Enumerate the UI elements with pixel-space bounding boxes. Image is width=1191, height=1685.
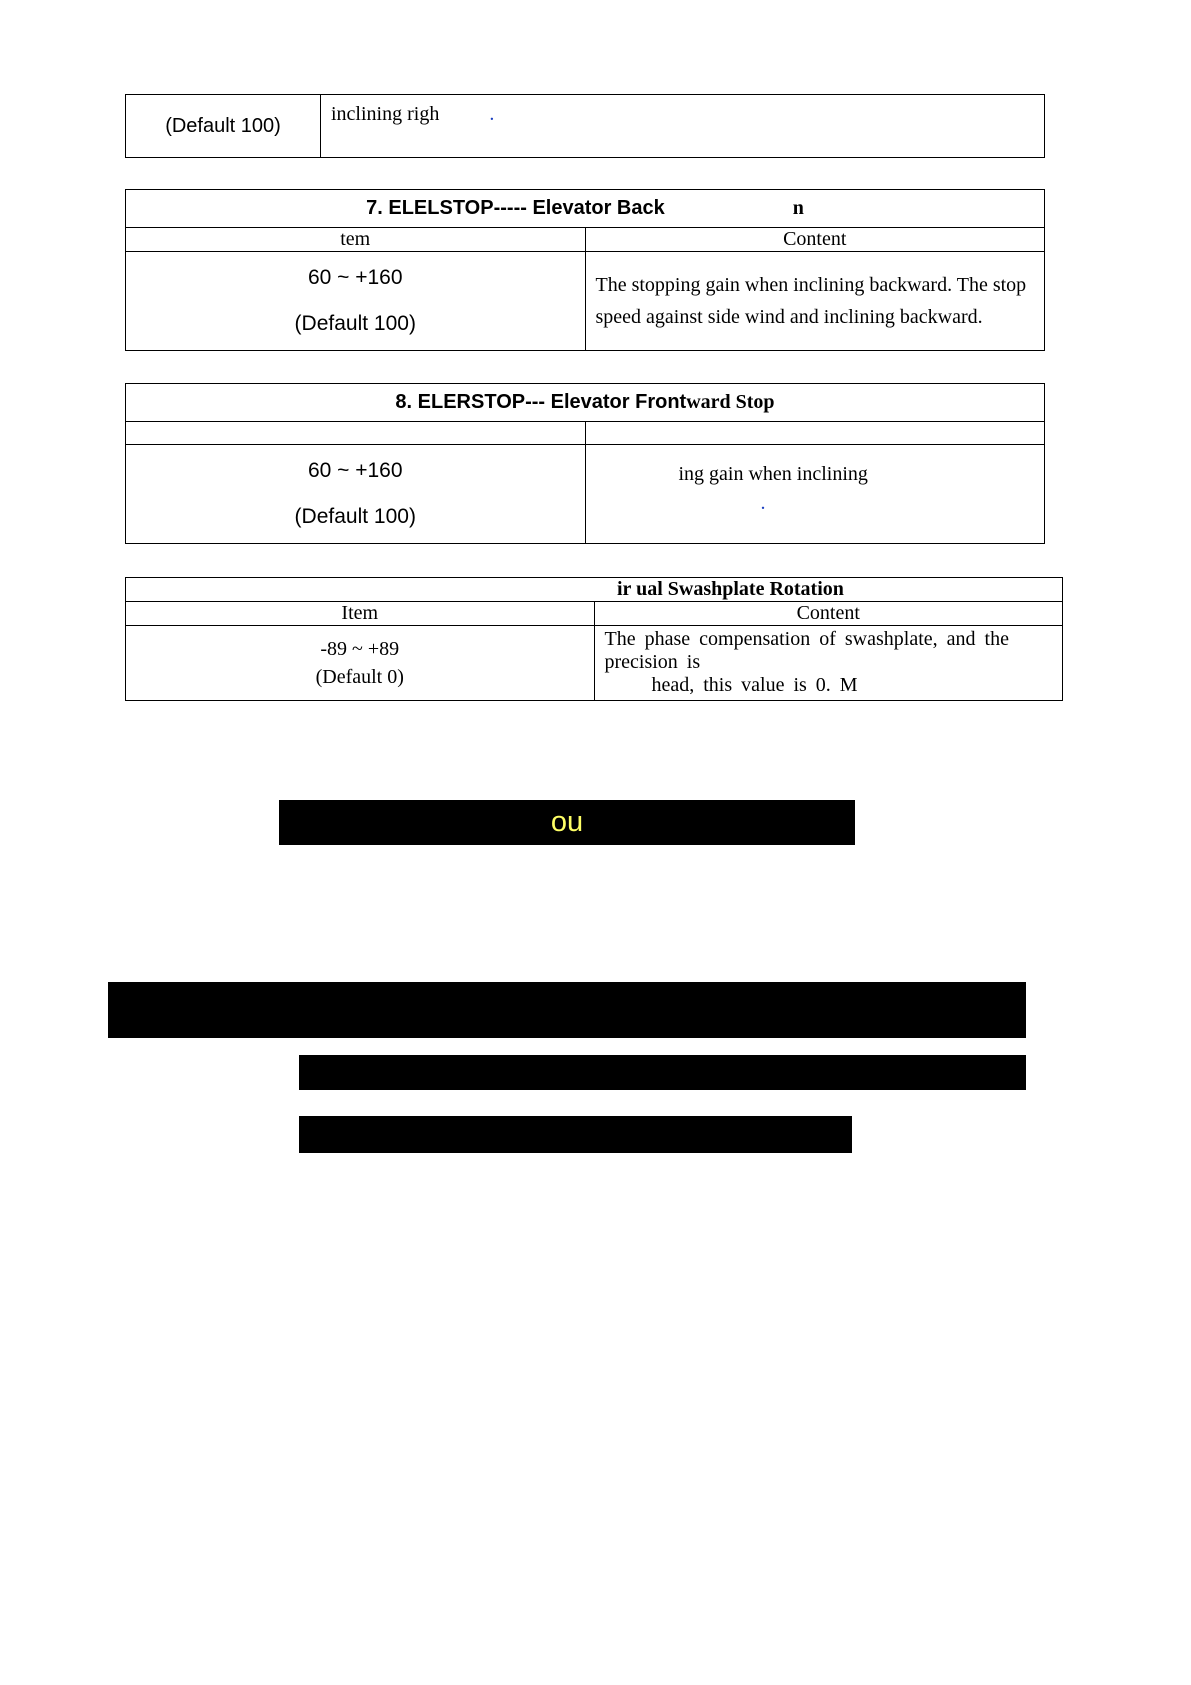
table-title-row <box>126 578 1063 602</box>
range-value: -89 ~ +89 <box>320 638 400 660</box>
content-mark: . <box>760 492 766 514</box>
section-heading-text: ou <box>550 806 584 838</box>
table-row <box>126 95 1045 158</box>
section-heading-bar <box>279 800 855 845</box>
content-cell: The stopping gain when inclining backward. The stop speed against side wind and inclining backward. <box>585 252 1045 351</box>
header-item: tem <box>126 228 586 252</box>
content-line-2: head, this value is 0. M <box>651 674 858 696</box>
table-header-row <box>126 228 1045 252</box>
table-row <box>126 445 1045 544</box>
table-title: ir ual Swashplate Rotation <box>126 578 1063 602</box>
content-mark: . <box>489 103 495 125</box>
header-content: Content <box>585 228 1045 252</box>
redacted-block <box>108 982 1026 1038</box>
content-text: inclining righ <box>331 103 440 125</box>
table-title-suffix: ward Stop <box>686 391 775 413</box>
table-title-row <box>126 190 1045 228</box>
swashplate-table <box>125 577 1063 701</box>
content-cell <box>594 626 1063 701</box>
table-title-row <box>126 384 1045 422</box>
table-row <box>126 626 1063 701</box>
default-value: (Default 0) <box>315 666 404 688</box>
content-cell <box>321 95 1045 158</box>
table-title <box>126 190 1045 228</box>
default-value: (Default 100) <box>294 312 416 335</box>
range-value: 60 ~ +160 <box>307 459 403 482</box>
content-line-1: The phase compensation of swashplate, and the precision is <box>604 628 1009 673</box>
default-value: (Default 100) <box>294 505 416 528</box>
redacted-block <box>299 1055 1026 1090</box>
header-item: Item <box>126 602 595 626</box>
item-cell <box>126 626 595 701</box>
item-cell <box>126 445 586 544</box>
table-row <box>126 252 1045 351</box>
header-content <box>585 422 1045 445</box>
range-value: 60 ~ +160 <box>307 266 403 289</box>
table-title-suffix: n <box>792 197 804 219</box>
partial-table <box>125 94 1045 158</box>
content-cell <box>585 445 1045 544</box>
redacted-block <box>299 1116 852 1153</box>
elerstop-table <box>125 383 1045 544</box>
table-title-main: 7. ELELSTOP----- Elevator Back <box>366 197 665 219</box>
content-text: ing gain when inclining <box>678 463 868 485</box>
elelstop-table <box>125 189 1045 351</box>
header-content: Content <box>594 602 1063 626</box>
table-header-row <box>126 422 1045 445</box>
header-item <box>126 422 586 445</box>
table-title-main: 8. ELERSTOP--- Elevator Front <box>395 391 687 413</box>
default-value-cell: (Default 100) <box>126 95 321 158</box>
table-header-row <box>126 602 1063 626</box>
table-title <box>126 384 1045 422</box>
item-cell <box>126 252 586 351</box>
